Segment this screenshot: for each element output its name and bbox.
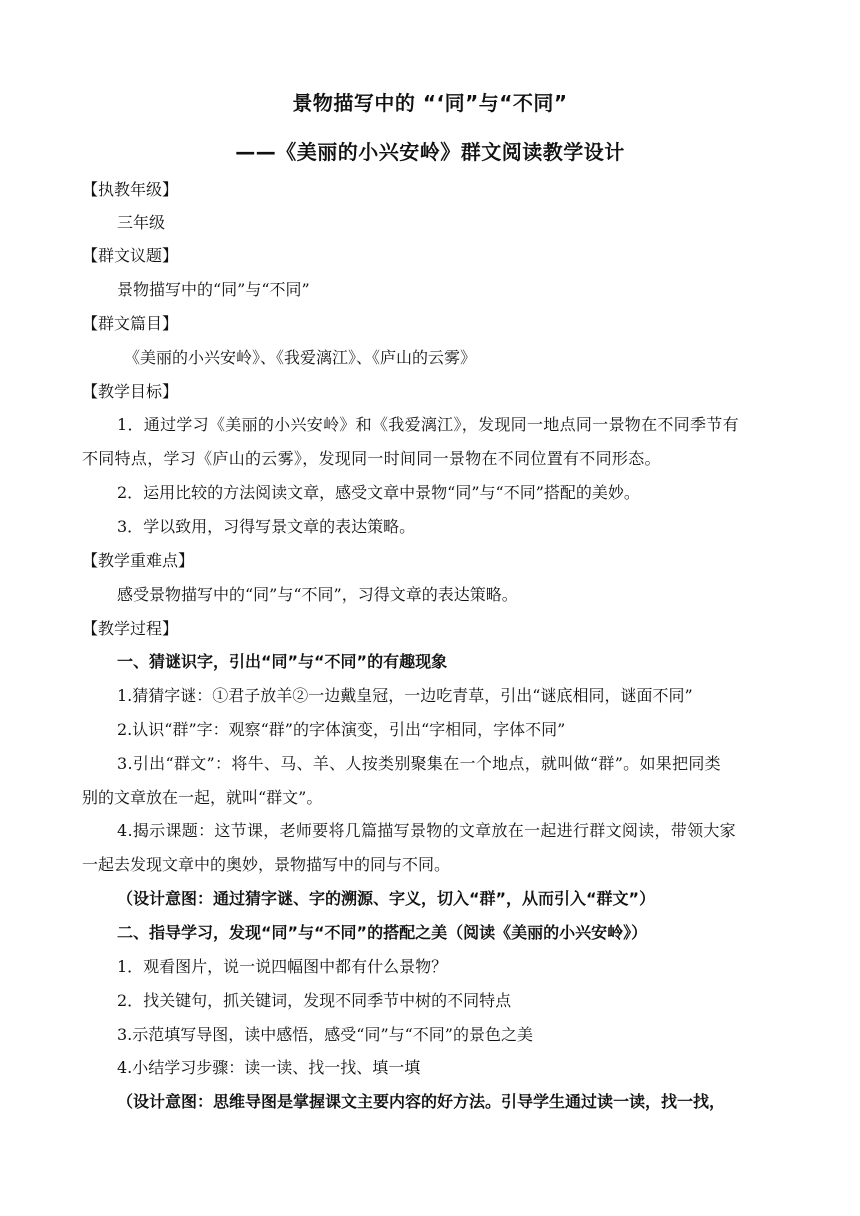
- texts-list: 《美丽的小兴安岭》、《我爱漓江》、《庐山的云雾》: [124, 348, 477, 367]
- goal-1-line-1: 1．通过学习《美丽的小兴安岭》和《我爱漓江》，发现同一地点同一景物在不同季节有: [117, 415, 739, 434]
- step-2-item-3: 3.示范填写导图，读中感悟，感受“同”与“不同”的景色之美: [117, 1025, 533, 1044]
- process-heading: 【教学过程】: [82, 619, 179, 638]
- step-2-item-2: 2．找关键句，抓关键词，发现不同季节中树的不同特点: [117, 991, 512, 1010]
- step-1-item-4-line-2: 一起去发现文章中的奥妙，景物描写中的同与不同。: [82, 855, 451, 874]
- step-2-item-1: 1．观看图片，说一说四幅图中都有什么景物？: [117, 957, 448, 976]
- step-2-title: 二、指导学习，发现“同”与“不同”的搭配之美（阅读《美丽的小兴安岭》）: [117, 923, 648, 942]
- document-title: 景物描写中的 “‘同”与“不同”: [292, 91, 568, 115]
- step-1-design-note: （设计意图：通过猜字谜、字的溯源、字义，切入“群”，从而引入“群文”）: [117, 889, 656, 908]
- step-1-title: 一、猜谜识字，引出“同”与“不同”的有趣现象: [117, 652, 448, 671]
- goal-1-line-2: 不同特点，学习《庐山的云雾》，发现同一时间同一景物在不同位置有不同形态。: [82, 449, 661, 468]
- step-1-item-3-line-2: 别的文章放在一起，就叫“群文”。: [82, 788, 323, 807]
- topic-text: 景物描写中的“同”与“不同”: [117, 280, 310, 299]
- goal-3: 3．学以致用，习得写景文章的表达策略。: [117, 517, 416, 536]
- texts-heading: 【群文篇目】: [82, 314, 179, 333]
- topic-heading: 【群文议题】: [82, 246, 179, 265]
- goal-2: 2．运用比较的方法阅读文章，感受文章中景物“同”与“不同”搭配的美妙。: [117, 483, 640, 502]
- step-2-item-4: 4.小结学习步骤：读一读、找一找、填一填: [117, 1058, 421, 1077]
- step-1-item-1: 1.猜猜字谜：①君子放羊②一边戴皇冠，一边吃青草，引出“谜底相同，谜面不同”: [117, 686, 693, 705]
- document-subtitle: ——《美丽的小兴安岭》群文阅读教学设计: [235, 140, 625, 164]
- goals-heading: 【教学目标】: [82, 382, 179, 401]
- step-1-item-2: 2.认识“群”字：观察“群”的字体演变，引出“字相同，字体不同”: [117, 720, 566, 739]
- step-2-design-note: （设计意图：思维导图是掌握课文主要内容的好方法。引导学生通过读一读，找一找，: [117, 1092, 726, 1111]
- grade-text: 三年级: [117, 213, 166, 232]
- key-text: 感受景物描写中的“同”与“不同”，习得文章的表达策略。: [117, 585, 518, 604]
- step-1-item-4-line-1: 4.揭示课题：这节课，老师要将几篇描写景物的文章放在一起进行群文阅读，带领大家: [117, 821, 736, 840]
- grade-heading: 【执教年级】: [82, 180, 179, 199]
- key-heading: 【教学重难点】: [82, 551, 195, 570]
- step-1-item-3-line-1: 3.引出“群文”：将牛、马、羊、人按类别聚集在一个地点，就叫做“群”。如果把同类: [117, 754, 721, 773]
